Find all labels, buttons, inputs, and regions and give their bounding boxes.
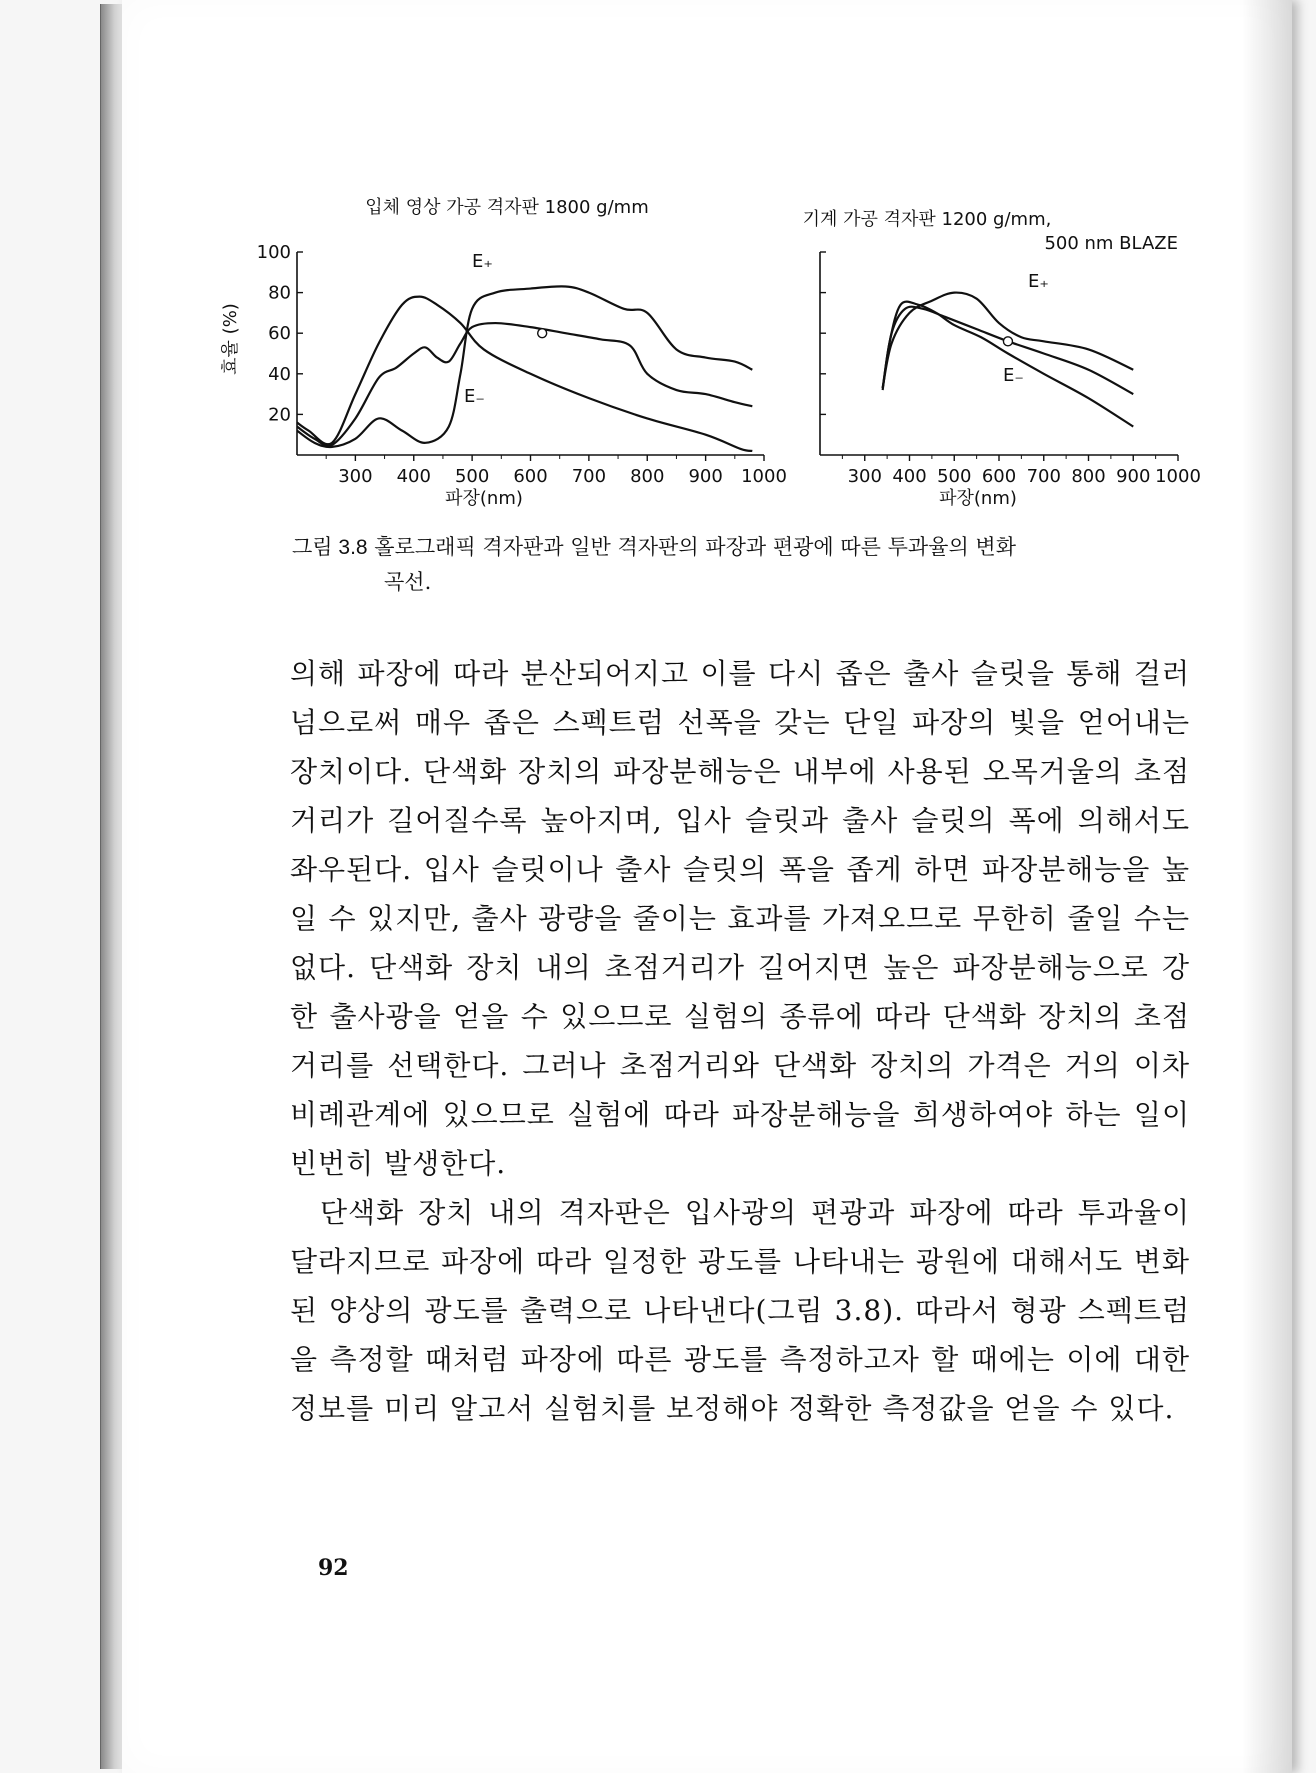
figure-caption <box>292 530 1187 599</box>
paragraph: 의해 파장에 따라 분산되어지고 이를 다시 좁은 출사 슬릿을 통해 걸러넘으로써 매우 좁은 스펙트럼 선폭을 갖는 단일 파장의 빛을 얻어내는 장치이다. 단색화 장치의 파장분해능은 내부에 사용된 오목거울의 초점거리가 길어질수록 높아지며, 입사 슬릿과 출사 슬릿의 폭에 의해서도 좌우된다. 입사 슬릿이나 출사 슬릿의 폭을 좁게 하면 파장분해능을 높일 수 있지만, 출사 광량을 줄이는 효과를 가져오므로 무한히 줄일 수는 없다. 단색화 장치 내의 초점거리가 길어지면 높은 파장분해능으로 강한 출사광을 얻을 수 있으므로 실험의 종류에 따라 단색화 장치의 초점거리를 선택한다. 그러나 초점거리와 단색화 장치의 가격은 거의 이차 비례관계에 있으므로 실험에 따라 파장분해능을 희생하여야 하는 일이 빈번히 발생한다. <box>290 657 1190 1180</box>
book-page-edge <box>100 4 123 1769</box>
body-text <box>290 649 1190 1433</box>
chart-title: 기계 가공 격자판 1200 g/mm, <box>802 209 1052 230</box>
y-tick-label: 20 <box>268 404 291 426</box>
chart-axes <box>297 252 764 455</box>
paragraph: 단색화 장치 내의 격자판은 입사광의 편광과 파장에 따라 투과율이 달라지므로 파장에 따라 일정한 광도를 나타내는 광원에 대해서도 변화된 양상의 광도를 출력으로 나타낸다(그림 3.8). 따라서 형광 스펙트럼을 측정할 때처럼 파장에 따른 광도를 측정하고자 할 때에는 이에 대한 정보를 미리 알고서 실험치를 보정해야 정확한 측정값을 얻을 수 있다. <box>290 1196 1190 1425</box>
x-tick-label: 700 <box>571 466 607 487</box>
crossing-point-marker <box>1003 337 1012 346</box>
chart-series <box>297 286 752 451</box>
x-tick-label: 900 <box>688 466 723 487</box>
crossing-point-marker <box>538 329 547 338</box>
x-tick-label: 300 <box>338 466 373 487</box>
chart-ticks <box>257 242 787 487</box>
x-tick-label: 600 <box>513 466 548 487</box>
x-tick-label: 800 <box>1071 466 1106 487</box>
x-axis-label: 파장(nm) <box>939 488 1017 509</box>
x-tick-label: 1000 <box>1155 466 1201 487</box>
y-tick-label: 60 <box>268 323 291 345</box>
series-line-e <box>297 286 752 447</box>
e-plus-label: E₊ <box>472 251 493 272</box>
y-tick-label: 100 <box>256 242 291 263</box>
series-line-average <box>297 323 752 446</box>
chart-series <box>883 293 1134 427</box>
x-tick-label: 600 <box>981 466 1017 487</box>
holographic-grating-chart <box>220 195 787 525</box>
x-tick-label: 400 <box>892 466 927 487</box>
x-axis-label: 파장(nm) <box>445 488 523 509</box>
page-gutter-shadow <box>1242 0 1292 1773</box>
book-page <box>122 0 1292 1773</box>
caption-text-continued: 곡선. <box>384 570 432 594</box>
x-tick-label: 300 <box>847 466 882 487</box>
page-number: 92 <box>318 1555 349 1581</box>
x-tick-label: 400 <box>396 466 431 487</box>
chart-axes <box>820 252 1178 455</box>
x-tick-label: 800 <box>630 466 665 487</box>
e-plus-label: E₊ <box>1028 271 1049 292</box>
chart-title: 입체 영상 가공 격자판 1800 g/mm <box>365 197 649 218</box>
x-tick-label: 500 <box>454 466 490 487</box>
x-tick-label: 500 <box>937 466 972 487</box>
y-tick-label: 40 <box>268 363 291 385</box>
caption-label: 그림 3.8 <box>292 536 368 559</box>
y-tick-label: 80 <box>268 282 291 304</box>
x-tick-label: 900 <box>1116 466 1151 487</box>
e-minus-label: E₋ <box>1003 365 1024 386</box>
y-axis-label: 효율 (%) <box>220 303 241 375</box>
e-minus-label: E₋ <box>464 386 485 407</box>
caption-text: 홀로그래픽 격자판과 일반 격자판의 파장과 편광에 따른 투과율의 변화 <box>374 535 1016 559</box>
x-tick-label: 1000 <box>741 466 787 487</box>
chart-subtitle: 500 nm BLAZE <box>1044 233 1178 254</box>
x-tick-label: 700 <box>1026 466 1061 487</box>
ruled-grating-chart <box>782 195 1212 525</box>
